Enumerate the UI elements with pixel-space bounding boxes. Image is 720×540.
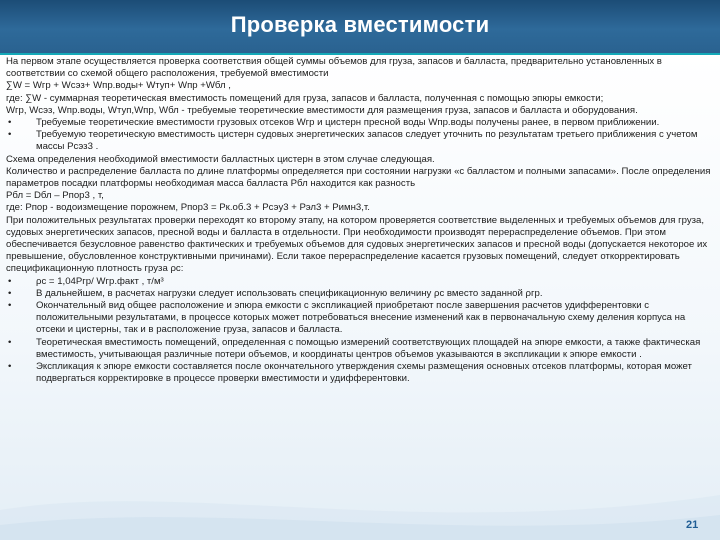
paragraph: На первом этапе осуществляется проверка соответствия общей суммы объемов для груза, запасов и балласта, предварительно установленных в соответствии со схемой общего расположения, требуемой вместимости <box>6 56 662 80</box>
paragraph: Wгр, Wсэз, Wпр.воды, Wтуп,Wпр, Wбл - требуемые теоретические вместимости для размещения груза, запасов и балласта и оборудования. <box>6 104 638 116</box>
bullet-text: ρс = 1,04Ргр/ Wгр.факт , т/м³ <box>36 275 164 287</box>
bullet-icon: • <box>8 361 12 373</box>
bullet-text: Теоретическая вместимость помещений, определенная с помощью измерений соответствующих площадей на эпюре емкости, а также фактическая вместимость, учитывающая различные потери объемов, и координаты центров объемов указываются в экспликации к эпюре емкости . <box>36 336 701 360</box>
paragraph: При положительных результатах проверки переходят ко второму этапу, на котором проверяется соответствие выделенных и требуемых объемов для груза, судовых энергетических запасов, пресной воды и балласта в отдельности. При необходимости производят перераспределение объемов. При этом обеспечивается безусловное равенство фактических и требуемых объемов для судовых энергетических запасов и пресной воды (допускается некоторое их превышение, обусловленное конструктивными причинами). Если такое перераспределение касается грузовых помещений, следует откорректировать спецификационную плотность груза ρс: <box>6 214 708 275</box>
bullet-item <box>6 276 712 288</box>
bullet-item <box>6 117 712 129</box>
slide-title: Проверка вместимости <box>230 12 490 37</box>
bullet-text: Экспликация к эпюре емкости составляется после окончательного утверждения схемы размещения основных отсеков платформы, которая может подвергаться корректировке в процессе проверки вместимости и удифферентовки. <box>36 361 692 385</box>
slide-body <box>6 56 712 385</box>
paragraph: Схема определения необходимой вместимости балластных цистерн в этом случае следующая. <box>6 153 435 165</box>
bullet-item <box>6 361 712 385</box>
formula-sum-volume: ∑W = Wгр + Wсэз+ Wпр.воды+ Wтуп+ Wпр +Wбл , <box>6 80 231 92</box>
bullet-icon: • <box>8 117 12 129</box>
bullet-text: В дальнейшем, в расчетах нагрузки следует использовать спецификационную величину ρс вместо заданной ρгр. <box>36 287 543 299</box>
paragraph: Количество и распределение балласта по длине платформы определяется при состоянии нагрузки «с балластом и полными запасами». После определения параметров посадки платформы необходимая масса балласта Рбл находится как разность <box>6 165 711 190</box>
bullet-item <box>6 129 712 153</box>
decorative-wave <box>0 470 720 540</box>
paragraph: где: Рпор - водоизмещение порожнем, Pпор3 = Рк.об.3 + Рсэу3 + Рэл3 + Римн3,т. <box>6 202 370 214</box>
bullet-item <box>6 337 712 361</box>
bullet-icon: • <box>8 336 12 348</box>
bullet-icon: • <box>8 129 12 141</box>
page-number: 21 <box>686 519 699 531</box>
bullet-text: Окончательный вид общее расположение и эпюра емкости с экспликацией приобретают после завершения расчетов удифферентовки с положительными результатами, в процессе которых может потребоваться внесение изменений как в первоначальную схему деления корпуса на отсеки и цистерны, так и в расположение груза, запасов и балласта. <box>36 300 686 336</box>
bullet-text: Требуемые теоретические вместимости грузовых отсеков Wгр и цистерн пресной воды Wпр.воды получены ранее, в первом приближении. <box>36 117 660 129</box>
bullet-item <box>6 288 712 300</box>
title-bar <box>0 0 720 55</box>
bullet-icon: • <box>8 287 12 299</box>
bullet-icon: • <box>8 300 12 312</box>
bullet-text: Требуемую теоретическую вместимость цистерн судовых энергетических запасов следует уточнить по результатам третьего приближения с учетом массы Рсэз3 . <box>36 129 698 153</box>
bullet-item <box>6 300 712 337</box>
formula-ballast: Pбл = Dбл – Pпор3 , т, <box>6 190 104 202</box>
paragraph: где: ∑W - суммарная теоретическая вместимость помещений для груза, запасов и балласта, полученная с помощью эпюры емкости; <box>6 92 604 104</box>
bullet-icon: • <box>8 275 12 287</box>
